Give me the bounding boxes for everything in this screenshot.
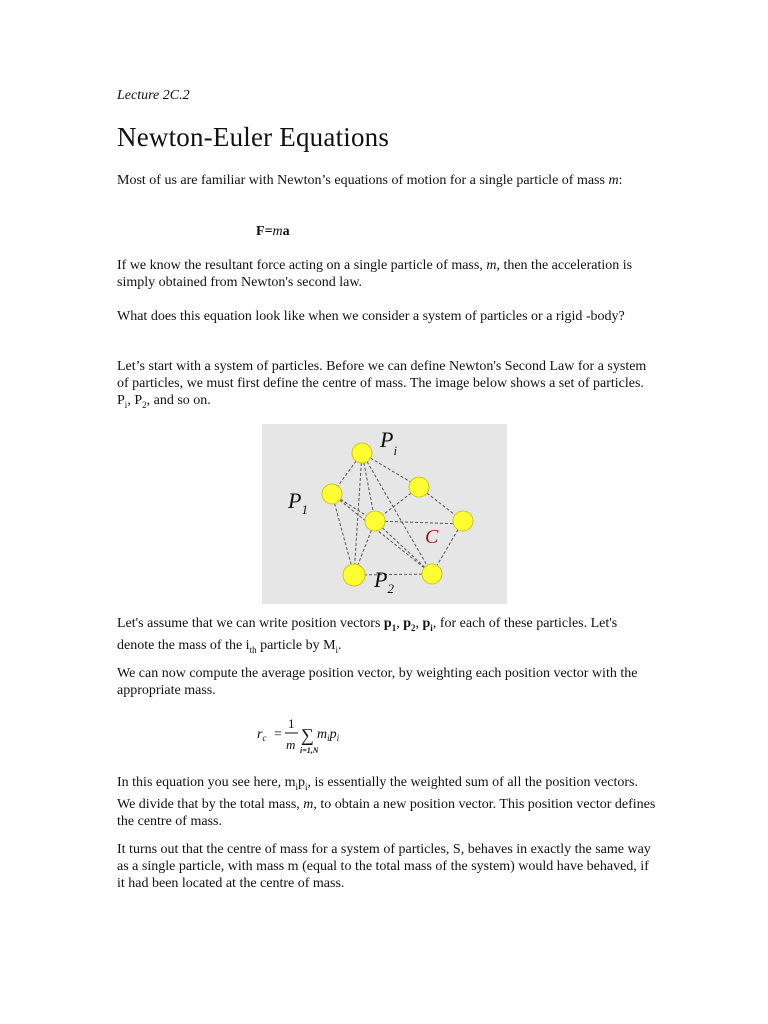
equation-fma xyxy=(256,224,290,240)
weighted-p: p xyxy=(297,775,305,790)
average-paragraph: We can now compute the average position vector, by weighting each position vector with the appropriate mass. xyxy=(117,666,638,698)
particle-p2 xyxy=(343,564,365,586)
vectors-text-3: particle by M xyxy=(256,637,336,653)
weighted-text-3: , to obtain a new position vector. This position vector defines the centre of mass. xyxy=(117,796,656,829)
vector-p2: $p_2$ xyxy=(403,616,416,633)
mass-symbol: m xyxy=(608,173,619,188)
connection-lines xyxy=(332,453,463,575)
intro-paragraph xyxy=(117,172,657,189)
label-p1: $P_1$ xyxy=(288,488,308,517)
eq-mass: m xyxy=(272,224,283,239)
formula-numerator: 1 xyxy=(288,716,295,731)
particle-centre xyxy=(365,511,385,531)
vectors-text-1: Let's assume that we can write position vectors xyxy=(117,616,384,631)
system-sub-2: 2 xyxy=(142,399,147,410)
vectors-sep-2: , xyxy=(415,616,423,631)
particle-p1 xyxy=(322,484,342,504)
particles-diagram xyxy=(262,424,507,604)
weighted-text-2: , is essentially the weighted sum of all the position vectors. We divide that by the total mass, xyxy=(117,775,638,812)
system-paragraph xyxy=(117,358,657,414)
question-paragraph: What does this equation look like when we consider a system of particles or a rigid -body? xyxy=(117,309,625,324)
weighted-text-1: In this equation you see here, m xyxy=(117,775,296,790)
formula-svg xyxy=(257,714,397,762)
vector-pi: $p_i$ xyxy=(422,616,433,633)
formula-r: $r_c$ xyxy=(257,727,267,743)
formula-sum-index: i=1,N xyxy=(300,746,319,755)
system-text-3: , and so on. xyxy=(146,393,211,408)
label-pi: $P_i$ xyxy=(380,427,398,458)
formula-equals: = xyxy=(274,727,282,742)
weighted-p-sub: i xyxy=(304,781,308,792)
centre-of-mass-formula xyxy=(257,714,397,762)
particle-pi xyxy=(352,443,372,463)
particle-top-right xyxy=(409,477,429,497)
weighted-m-sub: i xyxy=(295,781,298,792)
vectors-paragraph xyxy=(117,615,657,659)
force-paragraph xyxy=(117,257,657,291)
force-text-1: If we know the resultant force acting on a single particle of mass, xyxy=(117,258,487,273)
eq-force: F xyxy=(256,224,265,239)
force-mass: m xyxy=(486,258,497,273)
formula-denominator: m xyxy=(286,737,296,752)
particle-bottom-right xyxy=(422,564,442,584)
particle-right xyxy=(453,511,473,531)
formula-m-term: $m_ip_i$ xyxy=(317,727,340,743)
vectors-m-sub: i xyxy=(335,644,339,655)
lecture-label: Lecture 2C.2 xyxy=(117,88,190,103)
intro-text-1: Most of us are familiar with Newton’s equations of motion for a single particle of mass xyxy=(117,173,609,188)
system-sub-i: i xyxy=(124,399,128,410)
page-title: Newton-Euler Equations xyxy=(117,122,390,152)
weighted-mass: m xyxy=(303,796,314,812)
behaves-paragraph: It turns out that the centre of mass for a system of particles, S, behaves in exactly the same way as a single particle, with mass m (equal to the total mass of the system) would have behaved, if it had been located at the centre of mass. xyxy=(117,842,651,891)
label-p2: $P_2$ xyxy=(374,567,394,596)
system-text-2: , P xyxy=(127,393,143,408)
particles-figure xyxy=(262,424,507,604)
system-text-1: Let’s start with a system of particles. Before we can define Newton's Second Law for a system of particles, we must first define the centre of mass. The image below shows a set of particles. P xyxy=(117,359,647,408)
eq-equals: = xyxy=(264,224,273,239)
vectors-text-2: , for each of these particles. Let's denote the mass of the i xyxy=(117,616,618,653)
formula-sum: ∑ xyxy=(301,725,314,745)
vectors-text-4: . xyxy=(338,637,342,653)
label-centre: C xyxy=(425,526,439,548)
force-text-2: , then the acceleration is simply obtained from Newton's second law. xyxy=(117,258,633,290)
eq-accel: a xyxy=(282,224,290,239)
vectors-th: th xyxy=(249,644,257,655)
vectors-sep-1: , xyxy=(396,616,404,631)
intro-text-2: : xyxy=(618,173,623,188)
vector-p1: $p_1$ xyxy=(383,616,397,633)
weighted-paragraph xyxy=(117,774,657,830)
